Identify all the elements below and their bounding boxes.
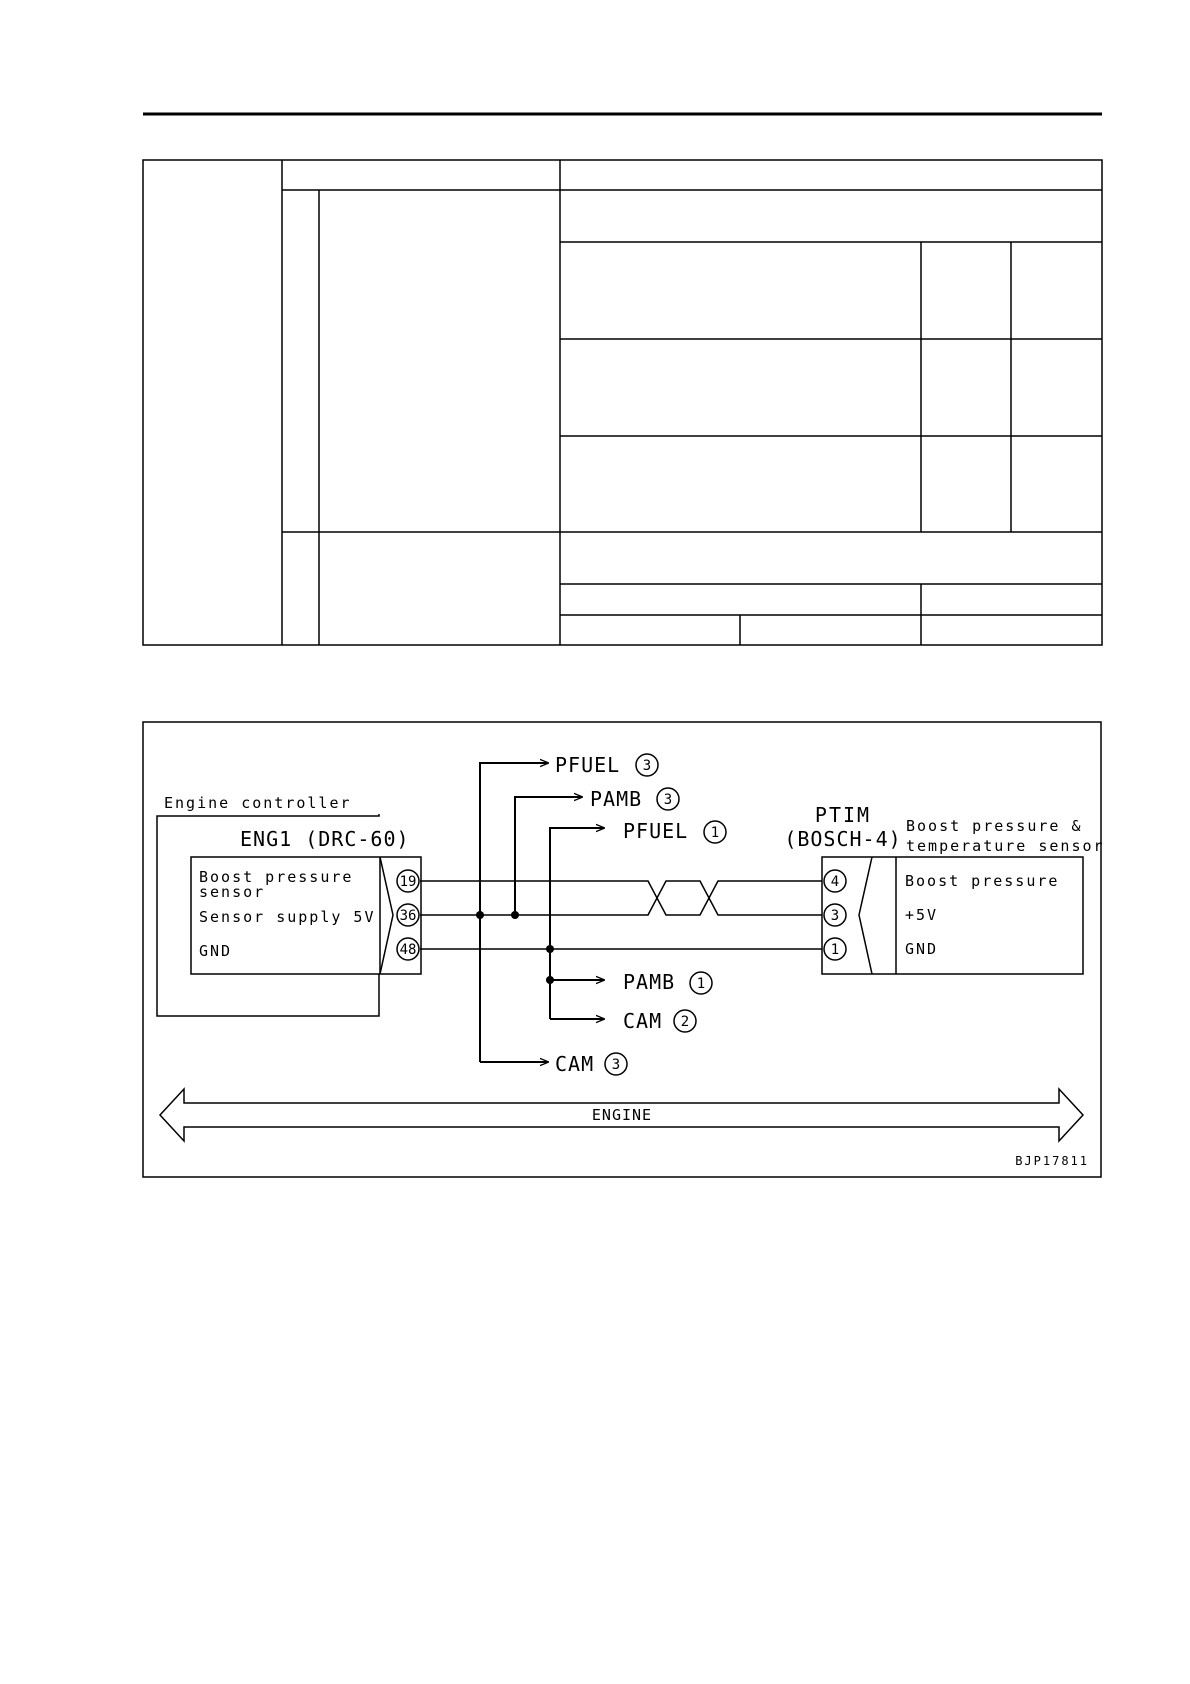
svg-text:3: 3	[830, 908, 840, 924]
sensor-name-2: temperature sensor	[906, 837, 1105, 855]
svg-text:1: 1	[696, 976, 706, 992]
svg-text:3: 3	[663, 792, 673, 808]
controller-signal-boost: Boost pressure	[199, 868, 354, 886]
engine-label: ENGINE	[591, 1106, 653, 1124]
svg-text:PFUEL: PFUEL	[623, 819, 689, 843]
svg-text:3: 3	[611, 1057, 621, 1073]
sensor-connector-label-2: (BOSCH-4)	[784, 827, 902, 851]
branch-label-cam-3	[555, 1052, 627, 1076]
sensor-signal-5v: +5V	[905, 906, 939, 924]
junction-dot	[546, 945, 554, 953]
branch-label-pfuel-1	[623, 819, 726, 843]
sensor-signal-boost: Boost pressure	[905, 872, 1060, 890]
svg-text:19: 19	[399, 874, 417, 890]
sensor-pin-1	[824, 938, 846, 960]
svg-text:4: 4	[830, 874, 840, 890]
junction-dot	[476, 911, 484, 919]
svg-text:PAMB: PAMB	[623, 970, 676, 994]
junction-dot	[546, 976, 554, 984]
svg-text:CAM: CAM	[623, 1009, 663, 1033]
svg-text:CAM: CAM	[555, 1052, 595, 1076]
engine-boundary-arrow	[160, 1089, 1083, 1141]
svg-text:1: 1	[710, 825, 720, 841]
sensor-name-1: Boost pressure &	[906, 817, 1083, 835]
sensor-group	[784, 803, 1104, 974]
controller-connector-label: ENG1 (DRC-60)	[240, 827, 410, 851]
sensor-connector-label-1: PTIM	[814, 803, 872, 827]
controller-pin-19	[397, 870, 419, 892]
svg-text:PFUEL: PFUEL	[555, 753, 621, 777]
svg-text:1: 1	[830, 942, 840, 958]
controller-pin-36	[397, 904, 419, 926]
svg-text:48: 48	[399, 942, 417, 958]
branch-label-pamb-3	[590, 787, 679, 811]
branch-label-pfuel-3	[555, 753, 658, 777]
engine-controller-label: Engine controller	[164, 794, 352, 812]
controller-pin-48	[397, 938, 419, 960]
sensor-pin-3	[824, 904, 846, 926]
controller-signal-gnd: GND	[199, 942, 233, 960]
branch-x550	[550, 828, 604, 1019]
engine-controller-group	[157, 794, 421, 1016]
svg-text:36: 36	[399, 908, 417, 924]
junction-dot	[511, 911, 519, 919]
controller-signal-boost-2: sensor	[199, 883, 266, 901]
svg-text:3: 3	[642, 758, 652, 774]
svg-text:PAMB: PAMB	[590, 787, 643, 811]
branch-x515	[515, 797, 582, 915]
troubleshooting-table	[143, 160, 1102, 645]
sensor-pin-4	[824, 870, 846, 892]
svg-text:2: 2	[680, 1014, 690, 1030]
sensor-signal-gnd: GND	[905, 940, 939, 958]
controller-signal-supply: Sensor supply 5V	[199, 908, 376, 926]
branch-label-pamb-1	[623, 970, 712, 994]
branch-label-cam-2	[623, 1009, 696, 1033]
figure-id: BJP17811	[1015, 1154, 1089, 1168]
